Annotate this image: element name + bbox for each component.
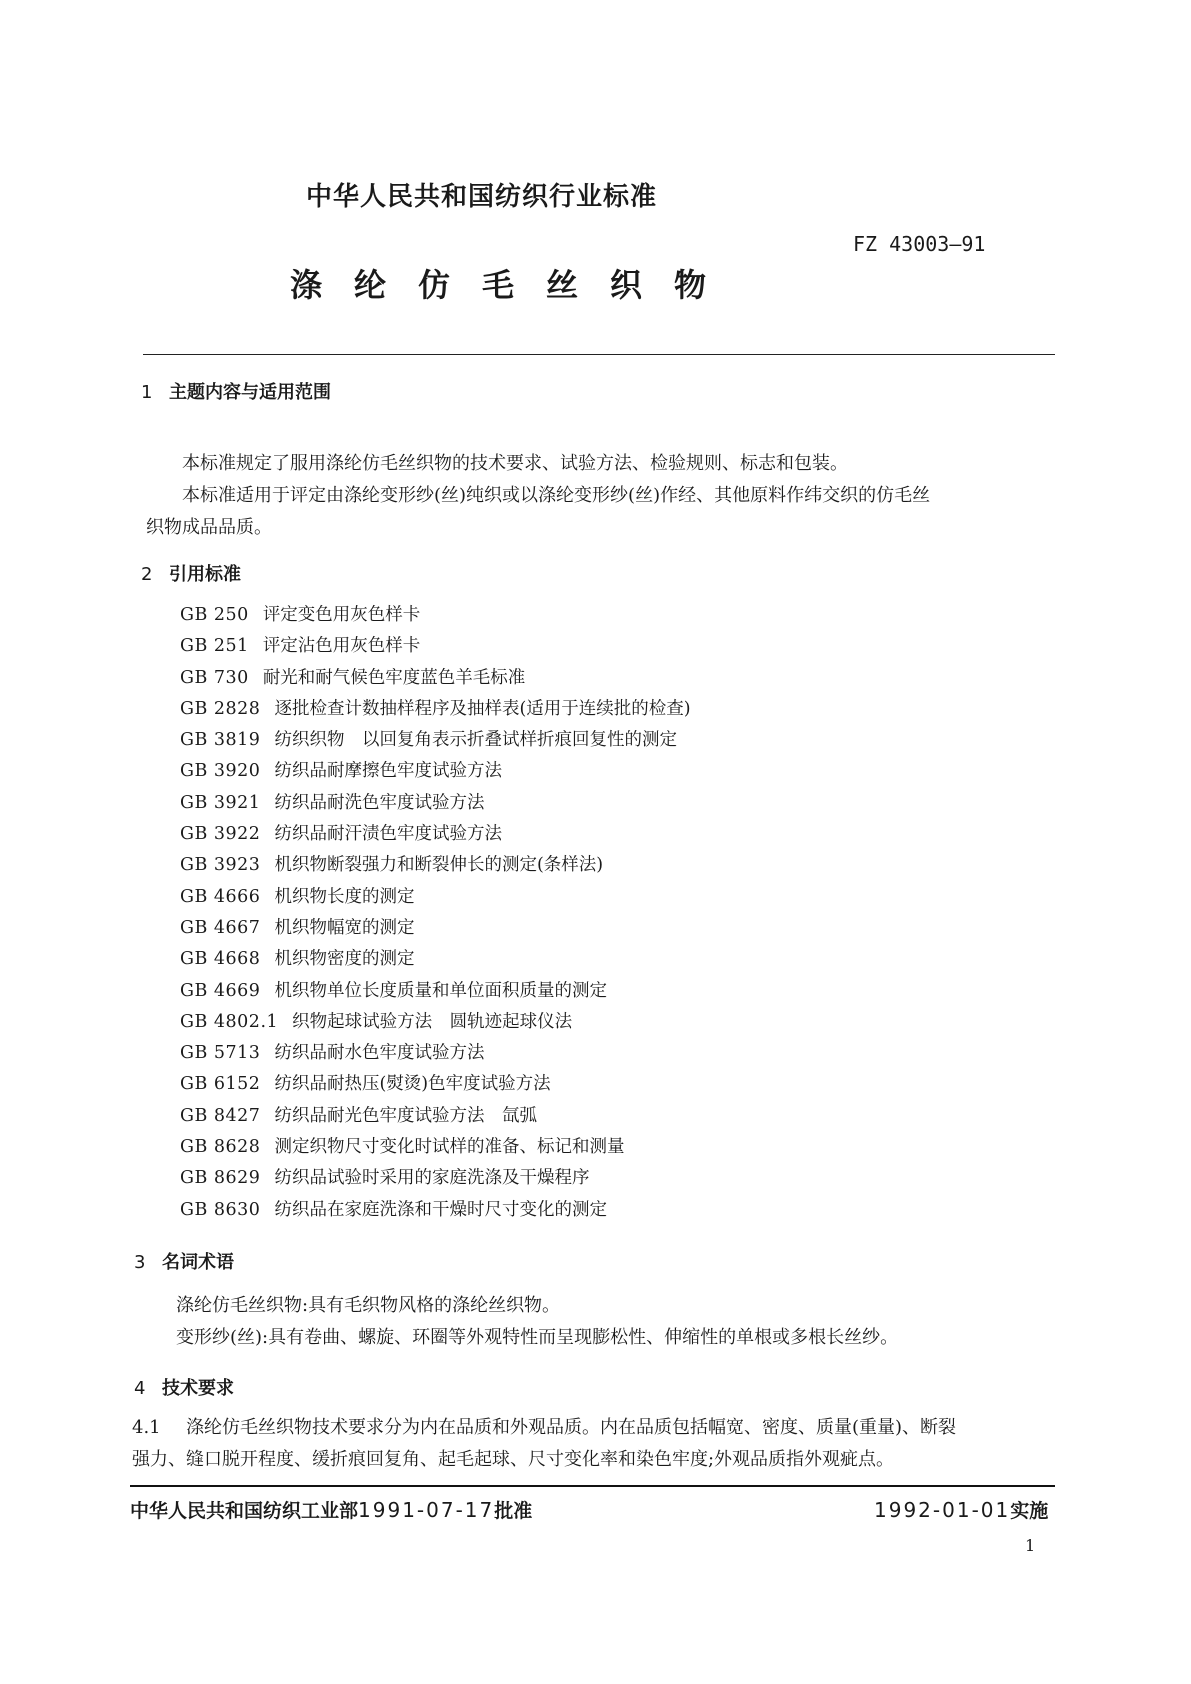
- reference-code: GB 4667: [180, 917, 261, 938]
- reference-item: [180, 1101, 691, 1132]
- reference-item: [180, 819, 691, 850]
- section-2-heading: [141, 560, 241, 586]
- section-title: 名词术语: [162, 1252, 234, 1273]
- implementation-line: [874, 1496, 1048, 1523]
- section-3-heading: [134, 1248, 234, 1274]
- reference-item: [180, 663, 691, 694]
- definition: 变形纱(丝):具有卷曲、螺旋、环圈等外观特性而呈现膨松性、伸缩性的单根或多根长丝纱。: [176, 1327, 899, 1348]
- reference-item: [180, 1038, 691, 1069]
- reference-item: [180, 944, 691, 975]
- reference-code: GB 4669: [180, 980, 261, 1001]
- reference-title: 织物起球试验方法 圆轨迹起球仪法: [292, 1011, 573, 1032]
- reference-code: GB 8427: [180, 1105, 261, 1126]
- reference-title: 评定沾色用灰色样卡: [262, 636, 421, 657]
- reference-code: GB 4666: [180, 886, 261, 907]
- paragraph: 本标准适用于评定由涤纶变形纱(丝)纯织或以涤纶变形纱(丝)作经、其他原料作纬交织的仿毛丝: [182, 485, 931, 506]
- paragraph-continuation: 织物成品品质。: [146, 517, 272, 538]
- reference-code: GB 4668: [180, 949, 261, 970]
- reference-title: 纺织品耐汗渍色牢度试验方法: [274, 824, 502, 845]
- reference-title: 逐批检查计数抽样程序及抽样表(适用于连续批的检查): [274, 698, 691, 719]
- reference-code: GB 5713: [180, 1043, 261, 1064]
- section-title: 引用标准: [169, 564, 241, 585]
- reference-title: 耐光和耐气候色牢度蓝色羊毛标准: [262, 667, 526, 688]
- section-number: 2: [141, 564, 153, 585]
- section-title: 技术要求: [162, 1378, 234, 1399]
- reference-item: [180, 1163, 691, 1194]
- reference-code: GB 4802.1: [180, 1011, 279, 1032]
- clause-number: 4.1: [132, 1417, 161, 1438]
- reference-title: 纺织品试验时采用的家庭洗涤及干燥程序: [274, 1168, 590, 1189]
- standard-code: FZ 43003—91: [853, 232, 986, 256]
- reference-item: [180, 694, 691, 725]
- clause-4-1: [132, 1412, 1057, 1444]
- reference-code: GB 3922: [180, 824, 261, 845]
- reference-code: GB 2828: [180, 698, 261, 719]
- header-divider: [143, 354, 1055, 355]
- clause-continuation: 强力、缝口脱开程度、缓折痕回复角、起毛起球、尺寸变化率和染色牢度;外观品质指外观疵点。: [132, 1449, 895, 1470]
- reference-item: [180, 631, 691, 662]
- reference-item: [180, 882, 691, 913]
- paragraph: 本标准规定了服用涤纶仿毛丝织物的技术要求、试验方法、检验规则、标志和包装。: [182, 453, 848, 474]
- reference-item: [180, 976, 691, 1007]
- section-title: 主题内容与适用范围: [169, 382, 331, 403]
- page-number: 1: [1025, 1536, 1036, 1555]
- reference-code: GB 6152: [180, 1074, 261, 1095]
- reference-title: 纺织品耐摩擦色牢度试验方法: [274, 761, 502, 782]
- section-3-body: [176, 1290, 1056, 1354]
- reference-item: [180, 913, 691, 944]
- reference-code: GB 250: [180, 605, 249, 625]
- reference-item: [180, 788, 691, 819]
- reference-code: GB 251: [180, 636, 249, 657]
- reference-title: 评定变色用灰色样卡: [262, 605, 421, 625]
- reference-item: [180, 1007, 691, 1038]
- section-4-body: [132, 1412, 1057, 1476]
- reference-code: GB 730: [180, 667, 249, 688]
- implementation-label: 实施: [1010, 1500, 1049, 1522]
- org-title: 中华人民共和国纺织行业标准: [306, 182, 658, 212]
- reference-title: 纺织品耐水色牢度试验方法: [274, 1043, 485, 1064]
- reference-item: [180, 756, 691, 787]
- reference-item: [180, 850, 691, 881]
- reference-item: [180, 1069, 691, 1100]
- issuer: 中华人民共和国纺织工业部: [130, 1500, 359, 1522]
- reference-title: 纺织品耐热压(熨烫)色牢度试验方法: [274, 1074, 551, 1095]
- section-1-heading: [141, 378, 331, 404]
- implementation-date: 1992-01-01: [874, 1498, 1011, 1522]
- reference-title: 机织物断裂强力和断裂伸长的测定(条样法): [274, 855, 604, 876]
- reference-item: [180, 1132, 691, 1163]
- reference-item: [180, 600, 691, 631]
- reference-code: GB 3923: [180, 855, 261, 876]
- reference-list: [180, 600, 691, 1226]
- reference-item: [180, 725, 691, 756]
- approval-label: 批准: [494, 1500, 533, 1522]
- reference-title: 纺织品耐光色牢度试验方法 氙弧: [274, 1105, 537, 1126]
- reference-code: GB 3921: [180, 792, 261, 813]
- definition: 涤纶仿毛丝织物:具有毛织物风格的涤纶丝织物。: [176, 1295, 561, 1316]
- reference-code: GB 8628: [180, 1137, 261, 1158]
- reference-title: 机织物单位长度质量和单位面积质量的测定: [274, 980, 607, 1001]
- section-4-heading: [134, 1374, 234, 1400]
- reference-title: 机织物密度的测定: [274, 949, 415, 970]
- approval-date: 1991-07-17: [358, 1498, 495, 1522]
- reference-code: GB 3819: [180, 730, 261, 751]
- reference-title: 纺织品在家庭洗涤和干燥时尺寸变化的测定: [274, 1199, 607, 1220]
- section-1-body: [146, 448, 1054, 544]
- clause-text: 涤纶仿毛丝织物技术要求分为内在品质和外观品质。内在品质包括幅宽、密度、质量(重量)、断裂: [186, 1417, 957, 1438]
- reference-code: GB 8630: [180, 1199, 261, 1220]
- reference-code: GB 8629: [180, 1168, 261, 1189]
- reference-title: 机织物长度的测定: [274, 886, 415, 907]
- reference-code: GB 3920: [180, 761, 261, 782]
- approval-line: [130, 1496, 532, 1523]
- reference-title: 纺织织物 以回复角表示折叠试样折痕回复性的测定: [274, 730, 677, 751]
- reference-title: 测定织物尺寸变化时试样的准备、标记和测量: [274, 1137, 625, 1158]
- reference-item: [180, 1195, 691, 1226]
- footer-divider: [130, 1485, 1055, 1487]
- section-number: 1: [141, 382, 153, 403]
- section-number: 4: [134, 1378, 146, 1399]
- reference-title: 纺织品耐洗色牢度试验方法: [274, 792, 485, 813]
- section-number: 3: [134, 1252, 146, 1273]
- document-title: 涤纶仿毛丝织物: [290, 266, 739, 304]
- reference-title: 机织物幅宽的测定: [274, 917, 415, 938]
